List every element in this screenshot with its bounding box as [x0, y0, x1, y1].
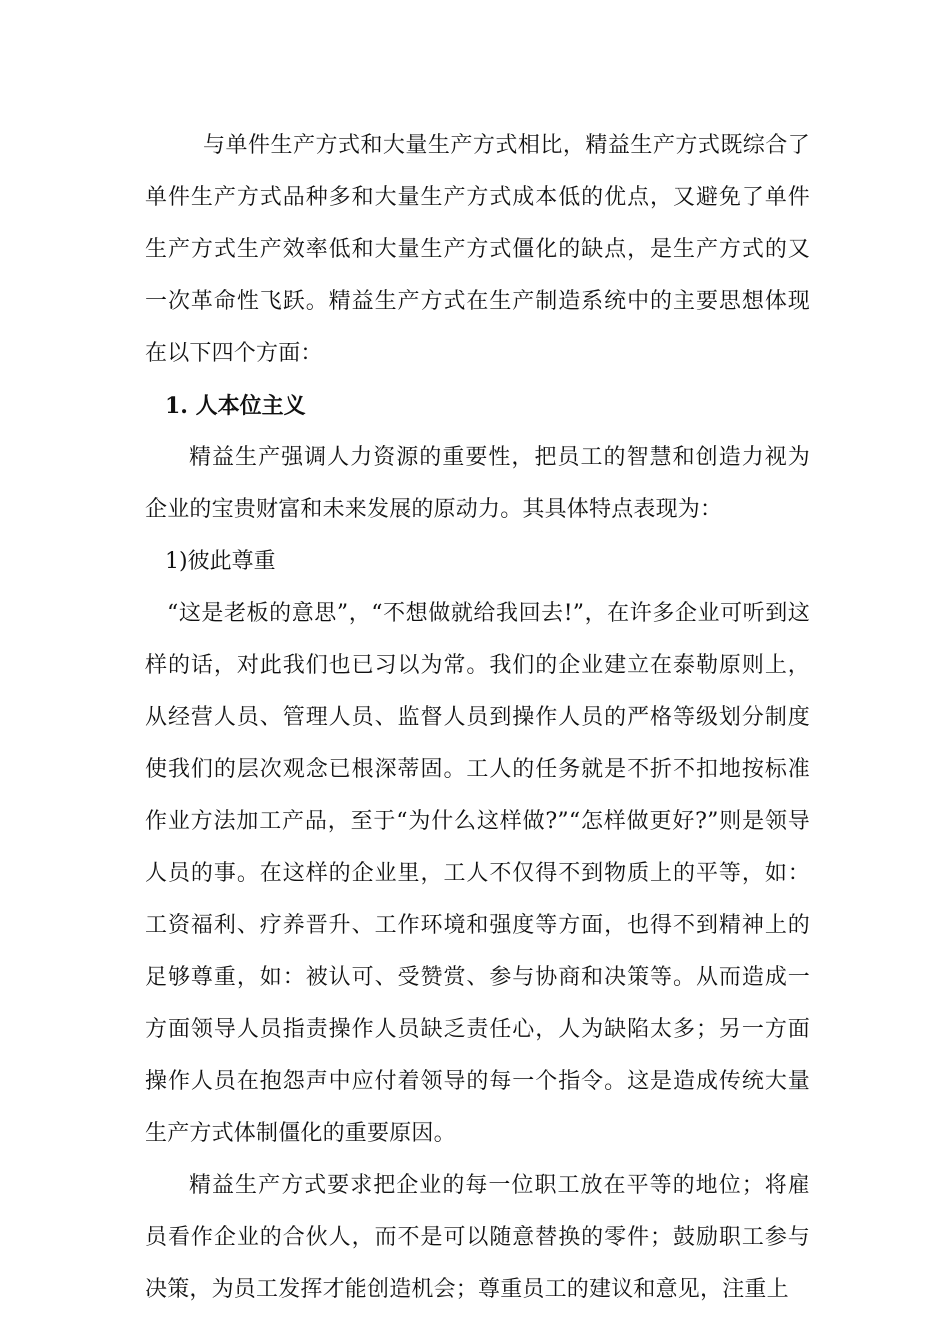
document-body	[145, 120, 810, 1316]
section-heading-people-oriented: 1. 人本位主义	[165, 393, 306, 419]
lean-requirement-paragraph: 精益生产方式要求把企业的每一位职工放在平等的地位；将雇员看作企业的合伙人，而不是可以随意替换的零件；鼓励职工参与决策，为员工发挥才能创造机会；尊重员工的建议和意见，注重上	[145, 1173, 810, 1302]
intro-paragraph: 与单件生产方式和大量生产方式相比，精益生产方式既综合了单件生产方式品种多和大量生产方式成本低的优点，又避免了单件生产方式生产效率低和大量生产方式僵化的缺点，是生产方式的又一次革命性飞跃。精益生产方式在生产制造系统中的主要思想体现在以下四个方面：	[145, 133, 810, 366]
subheading-mutual-respect: 1)彼此尊重	[165, 549, 276, 574]
mutual-respect-paragraph: “这是老板的意思”，“不想做就给我回去!”，在许多企业可听到这样的话，对此我们也已习以为常。我们的企业建立在泰勒原则上，从经营人员、管理人员、监督人员到操作人员的严格等级划分制度使我们的层次观念已根深蒂固。工人的任务就是不折不扣地按标准作业方法加工产品，至于“为什么这样做?”“怎样做更好?”则是领导人员的事。在这样的企业里，工人不仅得不到物质上的平等，如：工资福利、疗养晋升、工作环境和强度等方面，也得不到精神上的足够尊重，如：被认可、受赞赏、参与协商和决策等。从而造成一方面领导人员指责操作人员缺乏责任心，人为缺陷太多；另一方面操作人员在抱怨声中应付着领导的每一个指令。这是造成传统大量生产方式体制僵化的重要原因。	[145, 601, 810, 1146]
section-intro-paragraph: 精益生产强调人力资源的重要性，把员工的智慧和创造力视为企业的宝贵财富和未来发展的原动力。其具体特点表现为：	[145, 445, 810, 522]
